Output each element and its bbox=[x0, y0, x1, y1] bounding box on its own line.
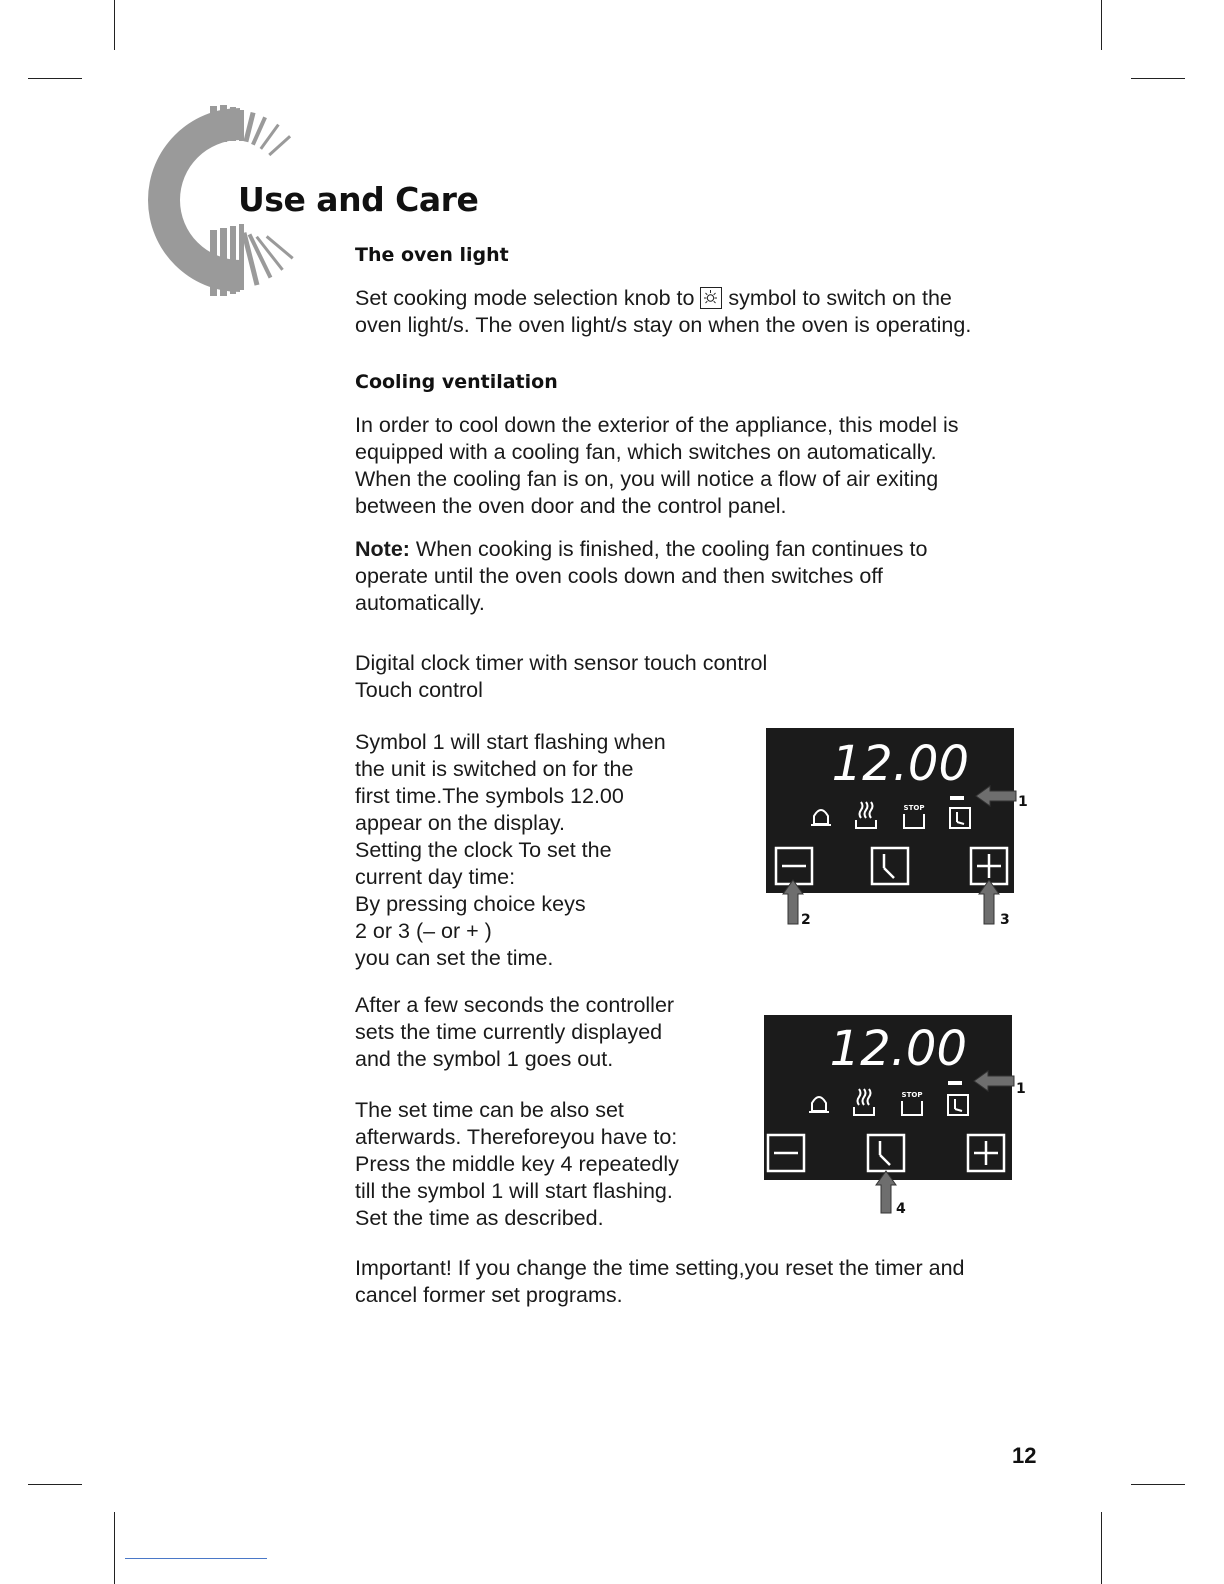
display-time: 12.00 bbox=[831, 736, 969, 792]
text-line: equipped with a cooling fan, which switches on automatically. bbox=[355, 440, 937, 464]
text-line: Symbol 1 will start flashing when bbox=[355, 730, 666, 754]
text-line: The set time can be also set bbox=[355, 1098, 624, 1122]
crop-mark bbox=[28, 78, 82, 79]
callout-label: 1 bbox=[1018, 794, 1028, 810]
clock-block-3 bbox=[355, 1097, 679, 1232]
text-line: first time.The symbols 12.00 bbox=[355, 784, 624, 808]
important-paragraph bbox=[355, 1255, 965, 1309]
page-title: Use and Care bbox=[238, 180, 479, 219]
oven-light-text-c: oven light/s. The oven light/s stay on when the oven is operating. bbox=[355, 313, 972, 337]
text-line: you can set the time. bbox=[355, 946, 554, 970]
control-panel-illustration-1 bbox=[764, 728, 1039, 933]
text-line: appear on the display. bbox=[355, 811, 565, 835]
text-line: By pressing choice keys bbox=[355, 892, 586, 916]
text-line: afterwards. Thereforeyou have to: bbox=[355, 1125, 678, 1149]
oven-light-text-a: Set cooking mode selection knob to bbox=[355, 286, 695, 310]
text-line: till the symbol 1 will start flashing. bbox=[355, 1179, 673, 1203]
cooling-paragraph bbox=[355, 412, 959, 520]
cooling-note bbox=[355, 536, 927, 617]
crop-mark bbox=[1131, 78, 1185, 79]
heading-oven-light: The oven light bbox=[355, 244, 509, 266]
text-line: Digital clock timer with sensor touch control bbox=[355, 651, 768, 675]
text-line: current day time: bbox=[355, 865, 516, 889]
crop-mark bbox=[114, 1512, 115, 1584]
light-bulb-icon bbox=[700, 287, 722, 309]
text-line: cancel former set programs. bbox=[355, 1283, 623, 1307]
text-line: operate until the oven cools down and then switches off bbox=[355, 564, 883, 588]
clock-intro bbox=[355, 650, 767, 704]
callout-label: 2 bbox=[801, 912, 811, 928]
text-line: When cooking is finished, the cooling fan continues to bbox=[415, 537, 928, 561]
display-time: 12.00 bbox=[829, 1021, 967, 1077]
text-line: 2 or 3 (– or + ) bbox=[355, 919, 492, 943]
text-line: and the symbol 1 goes out. bbox=[355, 1047, 614, 1071]
footer-rule bbox=[125, 1558, 267, 1559]
oven-light-text-b: symbol to switch on the bbox=[728, 286, 952, 310]
crop-mark bbox=[1131, 1484, 1185, 1485]
text-line: After a few seconds the controller bbox=[355, 993, 675, 1017]
text-line: between the oven door and the control panel. bbox=[355, 494, 787, 518]
note-label: Note: bbox=[355, 537, 410, 561]
oven-light-paragraph bbox=[355, 285, 971, 339]
callout-label: 3 bbox=[1000, 912, 1010, 928]
page-number: 12 bbox=[1012, 1443, 1037, 1468]
heading-cooling-ventilation: Cooling ventilation bbox=[355, 371, 558, 393]
stop-label: STOP bbox=[903, 804, 925, 812]
text-line: Setting the clock To set the bbox=[355, 838, 612, 862]
crop-mark bbox=[114, 0, 115, 50]
callout-label: 4 bbox=[896, 1201, 906, 1217]
text-line: automatically. bbox=[355, 591, 485, 615]
text-line: sets the time currently displayed bbox=[355, 1020, 663, 1044]
text-line: the unit is switched on for the bbox=[355, 757, 634, 781]
crop-mark bbox=[1101, 1512, 1102, 1584]
text-line: In order to cool down the exterior of the appliance, this model is bbox=[355, 413, 959, 437]
clock-block-2 bbox=[355, 992, 674, 1073]
flash-indicator bbox=[950, 796, 964, 800]
text-line: Set the time as described. bbox=[355, 1206, 604, 1230]
stop-label: STOP bbox=[901, 1091, 923, 1099]
text-line: Press the middle key 4 repeatedly bbox=[355, 1152, 679, 1176]
text-line: Touch control bbox=[355, 678, 483, 702]
text-line: Important! If you change the time setting,you reset the timer and bbox=[355, 1256, 965, 1280]
control-panel-illustration-2 bbox=[762, 1015, 1037, 1220]
callout-label: 1 bbox=[1016, 1081, 1026, 1097]
flash-indicator bbox=[948, 1081, 962, 1085]
text-line: When the cooling fan is on, you will notice a flow of air exiting bbox=[355, 467, 939, 491]
crop-mark bbox=[28, 1484, 82, 1485]
clock-block-1 bbox=[355, 729, 666, 972]
crop-mark bbox=[1101, 0, 1102, 50]
